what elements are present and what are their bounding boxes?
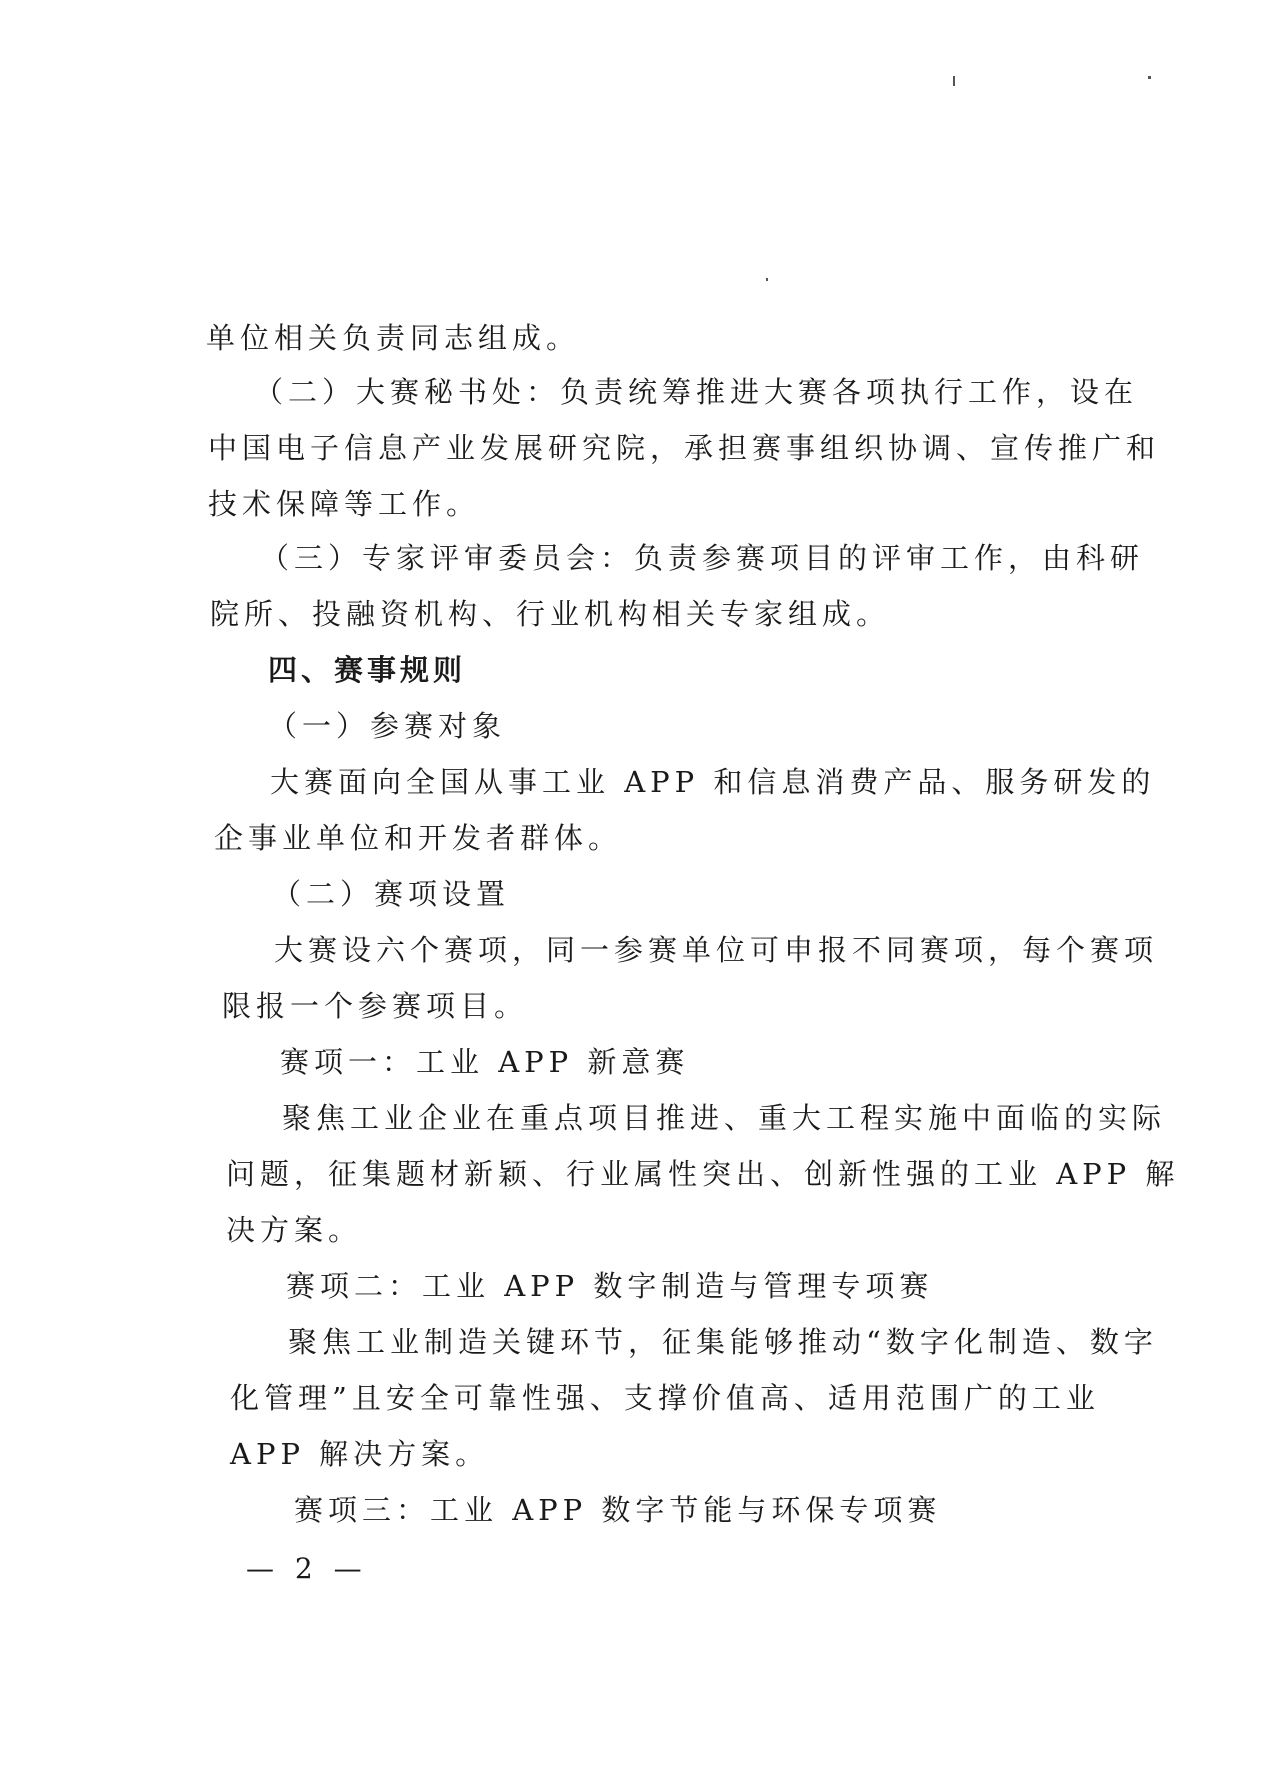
text-line: 赛项三：工业 APP 数字节能与环保专项赛 — [294, 1493, 942, 1527]
text-line: 聚焦工业制造关键环节，征集能够推动“数字化制造、数字 — [288, 1325, 1158, 1359]
text-line: 技术保障等工作。 — [208, 487, 481, 521]
text-line: 大赛设六个赛项，同一参赛单位可申报不同赛项，每个赛项 — [274, 933, 1159, 967]
page-number: — 2 — — [246, 1552, 368, 1585]
text-line: 中国电子信息产业发展研究院，承担赛事组织协调、宣传推广和 — [208, 431, 1161, 465]
scan-speck — [953, 76, 955, 86]
scan-speck — [766, 278, 768, 281]
text-line: 问题，征集题材新颖、行业属性突出、创新性强的工业 APP 解 — [226, 1157, 1180, 1191]
text-line: 单位相关负责同志组成。 — [206, 321, 581, 355]
text-line: 化管理”且安全可靠性强、支撑价值高、适用范围广的工业 — [230, 1381, 1100, 1415]
text-line: 限报一个参赛项目。 — [222, 989, 529, 1023]
section-heading: 四、赛事规则 — [268, 653, 467, 687]
text-line: 大赛面向全国从事工业 APP 和信息消费产品、服务研发的 — [270, 765, 1156, 799]
text-line: （三）专家评审委员会：负责参赛项目的评审工作，由科研 — [260, 541, 1145, 575]
text-line: 决方案。 — [226, 1213, 363, 1247]
text-line: （一）参赛对象 — [268, 709, 507, 743]
text-line: 院所、投融资机构、行业机构相关专家组成。 — [210, 597, 891, 631]
scan-speck — [1148, 76, 1151, 79]
text-line: APP 解决方案。 — [230, 1437, 490, 1471]
text-line: 聚焦工业企业在重点项目推进、重大工程实施中面临的实际 — [282, 1101, 1167, 1135]
text-line: （二）大赛秘书处：负责统筹推进大赛各项执行工作，设在 — [254, 375, 1139, 409]
text-line: 赛项二：工业 APP 数字制造与管理专项赛 — [286, 1269, 934, 1303]
text-line: （二）赛项设置 — [272, 877, 511, 911]
text-line: 企事业单位和开发者群体。 — [214, 821, 623, 855]
text-line: 赛项一：工业 APP 新意赛 — [280, 1045, 690, 1079]
